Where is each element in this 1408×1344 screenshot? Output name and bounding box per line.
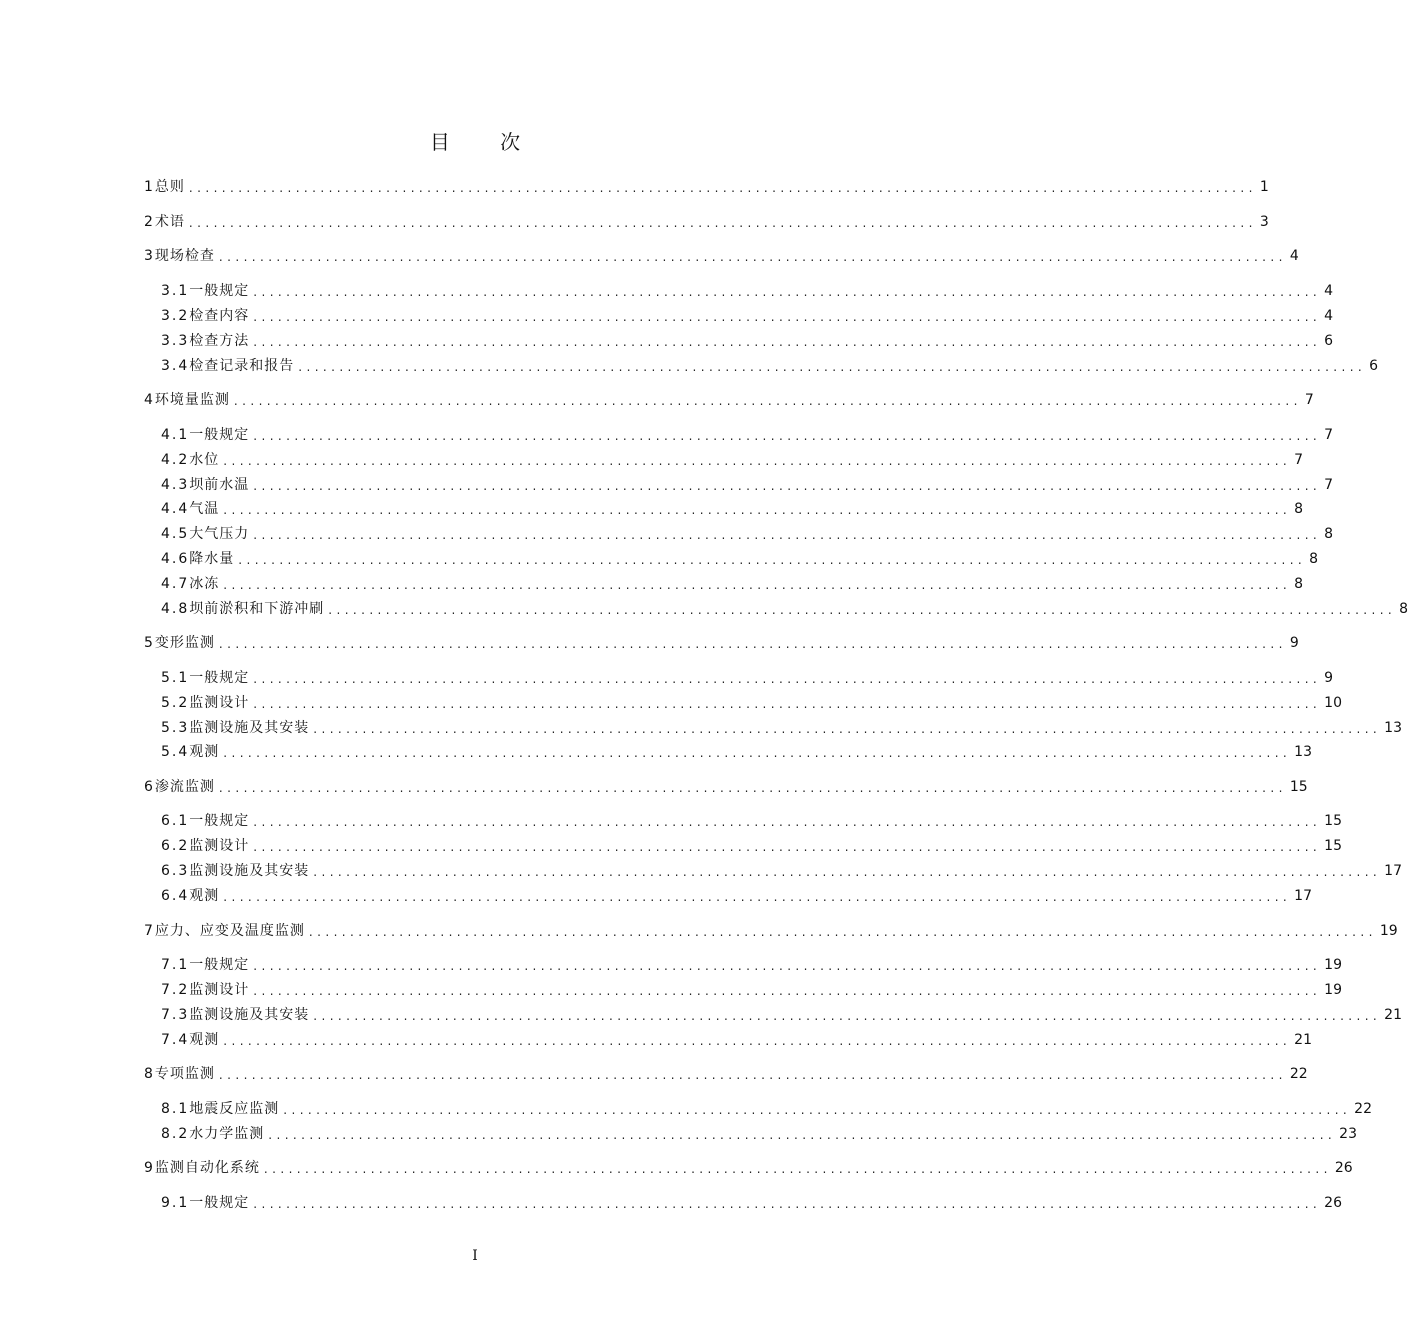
toc-entry-label: 术语 [154, 214, 185, 230]
toc-entry-number: 8 [144, 1066, 155, 1082]
dot-leader: .................................................................................................................................. [283, 1103, 1352, 1117]
toc-entry-label: 地震反应监测 [189, 1101, 280, 1117]
toc-entry-label: 检查方法 [189, 333, 250, 349]
toc-entry-number: 9.1 [161, 1195, 190, 1211]
toc-entry-page: 13 [1384, 720, 1402, 736]
dot-leader: .................................................................................................................................. [263, 1162, 1332, 1176]
toc-entry[interactable] [161, 305, 1334, 327]
toc-entry[interactable] [144, 176, 1269, 198]
toc-entry-number: 4 [144, 392, 155, 408]
dot-leader: .................................................................................................................................. [313, 722, 1382, 736]
toc-entry-page: 8 [1294, 576, 1304, 592]
toc-entry-page: 8 [1399, 601, 1408, 617]
toc-entry-number: 9 [144, 1160, 155, 1176]
page-number: I [472, 1248, 478, 1264]
toc-entry[interactable] [161, 1192, 1342, 1214]
toc-entry[interactable] [161, 885, 1312, 907]
toc-entry-page: 17 [1294, 888, 1312, 904]
toc-entry-page: 26 [1324, 1195, 1342, 1211]
toc-entry-page: 8 [1294, 501, 1304, 517]
toc-entry-page: 4 [1289, 248, 1299, 264]
dot-leader: .................................................................................................................................. [223, 503, 1292, 517]
dot-leader: .................................................................................................................................. [223, 890, 1292, 904]
toc-entry[interactable] [161, 1098, 1372, 1120]
toc-entry-page: 22 [1354, 1101, 1372, 1117]
dot-leader: .................................................................................................................................. [253, 1197, 1322, 1211]
toc-entry[interactable] [144, 776, 1308, 798]
toc-entry[interactable] [161, 810, 1342, 832]
toc-entry-label: 现场检查 [154, 248, 215, 264]
toc-entry-number: 7 [144, 923, 155, 939]
toc-entry-label: 一般规定 [189, 957, 250, 973]
toc-entry[interactable] [161, 717, 1402, 739]
toc-entry-number: 4.6 [161, 551, 190, 567]
toc-entry-label: 观测 [189, 888, 220, 904]
toc-entry-page: 9 [1324, 670, 1334, 686]
dot-leader: .................................................................................................................................. [218, 781, 1287, 795]
toc-entry-number: 8.2 [161, 1126, 190, 1142]
toc-entry[interactable] [161, 424, 1334, 446]
toc-entry-number: 7.2 [161, 982, 190, 998]
toc-entry-page: 8 [1324, 526, 1334, 542]
toc-entry-page: 15 [1324, 813, 1342, 829]
toc-entry-page: 1 [1259, 179, 1269, 195]
toc-entry-page: 23 [1339, 1126, 1357, 1142]
toc-entry-page: 9 [1289, 635, 1299, 651]
toc-entry-label: 渗流监测 [154, 779, 215, 795]
dot-leader: .................................................................................................................................. [223, 1034, 1292, 1048]
toc-entry-label: 观测 [189, 1032, 220, 1048]
toc-entry[interactable] [144, 1157, 1353, 1179]
dot-leader: .................................................................................................................................. [253, 310, 1322, 324]
toc-entry-page: 21 [1294, 1032, 1312, 1048]
toc-entry-number: 5.1 [161, 670, 190, 686]
toc-entry-number: 6.3 [161, 863, 190, 879]
toc-entry-number: 8.1 [161, 1101, 190, 1117]
dot-leader: .................................................................................................................................. [253, 672, 1322, 686]
toc-entry[interactable] [144, 245, 1299, 267]
toc-entry-label: 监测设施及其安装 [189, 863, 310, 879]
toc-entry-label: 监测设施及其安装 [189, 720, 310, 736]
dot-leader: .................................................................................................................................. [253, 697, 1322, 711]
dot-leader: .................................................................................................................................. [253, 959, 1322, 973]
dot-leader: .................................................................................................................................. [268, 1128, 1337, 1142]
page-title: 目 次 [429, 130, 543, 154]
toc-entry-label: 总则 [154, 179, 185, 195]
toc-entry-number: 3.1 [161, 283, 190, 299]
toc-entry[interactable] [144, 920, 1398, 942]
dot-leader: .................................................................................................................................. [218, 250, 1287, 264]
toc-entry-label: 坝前水温 [189, 477, 250, 493]
toc-entry-number: 6.4 [161, 888, 190, 904]
toc-entry-page: 8 [1309, 551, 1319, 567]
toc-entry[interactable] [161, 330, 1334, 352]
dot-leader: .................................................................................................................................. [308, 925, 1377, 939]
dot-leader: .................................................................................................................................. [188, 181, 1257, 195]
toc-entry-number: 1 [144, 179, 155, 195]
toc-entry-number: 7.4 [161, 1032, 190, 1048]
toc-entry-label: 降水量 [189, 551, 235, 567]
dot-leader: .................................................................................................................................. [328, 603, 1397, 617]
toc-entry[interactable] [161, 449, 1304, 471]
toc-entry-label: 监测设计 [189, 838, 250, 854]
toc-entry-number: 4.5 [161, 526, 190, 542]
toc-entry-page: 15 [1289, 779, 1308, 795]
toc-entry-label: 大气压力 [189, 526, 250, 542]
toc-entry[interactable] [144, 632, 1299, 654]
toc-entry[interactable] [161, 1029, 1312, 1051]
toc-entry-label: 观测 [189, 744, 220, 760]
toc-entry-page: 3 [1259, 214, 1269, 230]
dot-leader: .................................................................................................................................. [253, 840, 1322, 854]
toc-entry-page: 21 [1384, 1007, 1402, 1023]
toc-entry[interactable] [161, 573, 1304, 595]
toc-entry[interactable] [161, 280, 1334, 302]
toc-entry[interactable] [144, 1063, 1308, 1085]
toc-entry-page: 19 [1324, 957, 1342, 973]
toc-entry-page: 7 [1294, 452, 1304, 468]
toc-entry-label: 坝前淤积和下游冲刷 [189, 601, 325, 617]
toc-entry-label: 一般规定 [189, 1195, 250, 1211]
dot-leader: .................................................................................................................................. [233, 394, 1302, 408]
toc-entry-number: 5.2 [161, 695, 190, 711]
toc-entry-number: 4.4 [161, 501, 190, 517]
toc-entry[interactable] [161, 1004, 1402, 1026]
toc-entry-label: 监测自动化系统 [154, 1160, 260, 1176]
toc-entry-number: 7.3 [161, 1007, 190, 1023]
dot-leader: .................................................................................................................................. [253, 984, 1322, 998]
toc-entry-label: 监测设施及其安装 [189, 1007, 310, 1023]
toc-entry-number: 4.3 [161, 477, 190, 493]
toc-entry-label: 一般规定 [189, 670, 250, 686]
toc-entry-page: 15 [1324, 838, 1342, 854]
toc-entry[interactable] [144, 211, 1269, 233]
toc-entry-label: 环境量监测 [154, 392, 230, 408]
toc-entry-page: 4 [1324, 283, 1334, 299]
toc-entry-number: 4.7 [161, 576, 190, 592]
toc-entry-number: 5.3 [161, 720, 190, 736]
toc-entry[interactable] [161, 741, 1312, 763]
toc-entry[interactable] [161, 598, 1408, 620]
toc-entry[interactable] [161, 355, 1379, 377]
toc-entry-label: 水位 [189, 452, 220, 468]
toc-entry-label: 检查内容 [189, 308, 250, 324]
toc-entry-page: 6 [1324, 333, 1334, 349]
toc-entry[interactable] [161, 474, 1334, 496]
toc-entry-number: 6.1 [161, 813, 190, 829]
toc-entry[interactable] [161, 954, 1342, 976]
toc-entry-number: 4.1 [161, 427, 190, 443]
dot-leader: .................................................................................................................................. [253, 285, 1322, 299]
toc-entry-page: 19 [1324, 982, 1342, 998]
toc-entry-page: 7 [1304, 392, 1314, 408]
toc-entry-page: 7 [1324, 427, 1334, 443]
toc-entry[interactable] [161, 835, 1342, 857]
toc-entry-page: 10 [1324, 695, 1342, 711]
toc-entry[interactable] [144, 389, 1314, 411]
toc-entry[interactable] [161, 523, 1334, 545]
toc-entry-label: 变形监测 [154, 635, 215, 651]
toc-entry[interactable] [161, 548, 1319, 570]
toc-entry-number: 2 [144, 214, 155, 230]
toc-entry[interactable] [161, 1123, 1357, 1145]
toc-entry-label: 水力学监测 [189, 1126, 265, 1142]
toc-entry-page: 6 [1369, 358, 1379, 374]
toc-entry-label: 一般规定 [189, 283, 250, 299]
toc-entry-page: 17 [1384, 863, 1402, 879]
dot-leader: .................................................................................................................................. [223, 454, 1292, 468]
toc-entry[interactable] [161, 692, 1342, 714]
toc-entry-number: 3 [144, 248, 155, 264]
toc-entry[interactable] [161, 979, 1342, 1001]
toc-entry[interactable] [161, 860, 1402, 882]
toc-entry-number: 5 [144, 635, 155, 651]
toc-entry-number: 4.8 [161, 601, 190, 617]
toc-entry[interactable] [161, 667, 1334, 689]
dot-leader: .................................................................................................................................. [253, 479, 1322, 493]
toc-entry-page: 19 [1379, 923, 1398, 939]
dot-leader: .................................................................................................................................. [223, 746, 1292, 760]
toc-entry-label: 一般规定 [189, 427, 250, 443]
toc-entry-number: 6 [144, 779, 155, 795]
toc-entry-label: 监测设计 [189, 982, 250, 998]
toc-entry-number: 5.4 [161, 744, 190, 760]
dot-leader: .................................................................................................................................. [223, 578, 1292, 592]
toc-entry-number: 4.2 [161, 452, 190, 468]
toc-entry[interactable] [161, 498, 1304, 520]
dot-leader: .................................................................................................................................. [188, 216, 1257, 230]
toc-entry-number: 6.2 [161, 838, 190, 854]
toc-entry-label: 监测设计 [189, 695, 250, 711]
dot-leader: .................................................................................................................................. [253, 528, 1322, 542]
dot-leader: .................................................................................................................................. [238, 553, 1307, 567]
toc-entry-label: 应力、应变及温度监测 [154, 923, 305, 939]
toc-entry-number: 3.3 [161, 333, 190, 349]
dot-leader: .................................................................................................................................. [298, 360, 1367, 374]
dot-leader: .................................................................................................................................. [253, 335, 1322, 349]
toc-entry-page: 13 [1294, 744, 1312, 760]
toc-entry-number: 3.4 [161, 358, 190, 374]
dot-leader: .................................................................................................................................. [218, 1068, 1287, 1082]
toc-entry-label: 一般规定 [189, 813, 250, 829]
toc-entry-number: 7.1 [161, 957, 190, 973]
dot-leader: .................................................................................................................................. [253, 815, 1322, 829]
toc-entry-number: 3.2 [161, 308, 190, 324]
toc-entry-label: 气温 [189, 501, 220, 517]
toc-entry-label: 检查记录和报告 [189, 358, 295, 374]
dot-leader: .................................................................................................................................. [313, 865, 1382, 879]
toc-entry-page: 4 [1324, 308, 1334, 324]
dot-leader: .................................................................................................................................. [313, 1009, 1382, 1023]
toc-entry-page: 26 [1334, 1160, 1353, 1176]
dot-leader: .................................................................................................................................. [218, 637, 1287, 651]
toc-entry-label: 冰冻 [189, 576, 220, 592]
toc-entry-label: 专项监测 [154, 1066, 215, 1082]
toc-entry-page: 22 [1289, 1066, 1308, 1082]
dot-leader: .................................................................................................................................. [253, 429, 1322, 443]
toc-entry-page: 7 [1324, 477, 1334, 493]
